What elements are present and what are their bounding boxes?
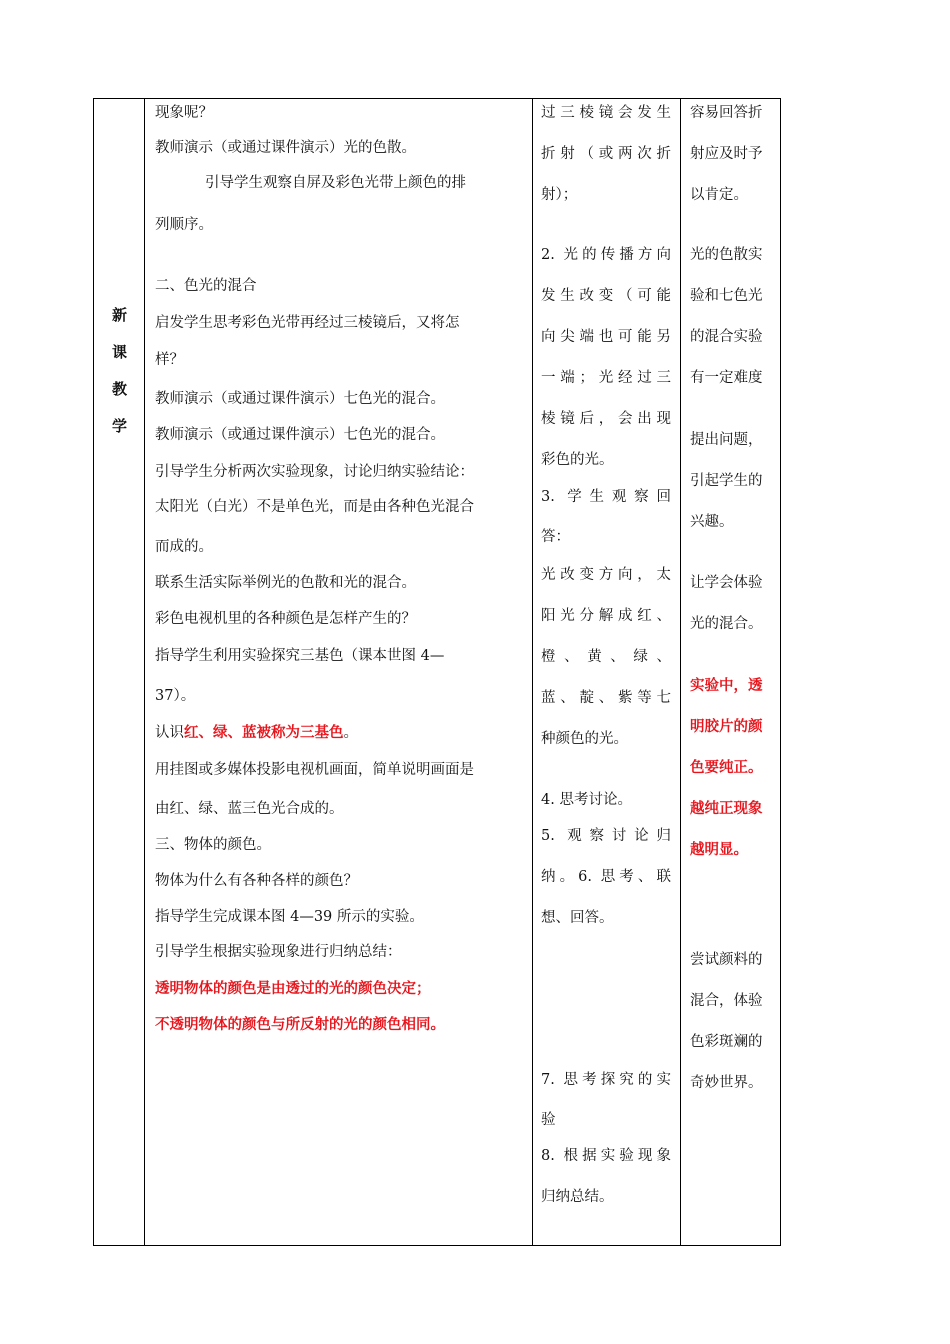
intent-line: 验和七色光 [690,288,763,304]
student-line: 7. 思考探究的实 [541,1072,671,1088]
section-label-char: 新 [111,306,127,324]
teacher-line: 联系生活实际举例光的色散和光的混合。 [155,575,416,591]
intent-line: 色彩斑斓的 [690,1034,763,1050]
intent-note-highlight: 越明显。 [690,841,748,858]
student-line: 2. 光的传播方向 [541,247,671,263]
teacher-line: 教师演示（或通过课件演示）七色光的混合。 [155,391,445,407]
intent-line: 容易回答折 [690,105,763,121]
highlight-text: 红、绿、蓝被称为三基色 [184,724,344,741]
teacher-line: 引导学生根据实验现象进行归纳总结： [155,944,402,960]
text: 认识 [155,725,184,741]
student-line: 光改变方向，太 [541,567,671,583]
teacher-line: 引导学生分析两次实验现象，讨论归纳实验结论： [155,464,474,480]
student-line: 一端；光经过三 [541,370,671,386]
teacher-line: 教师演示（或通过课件演示）光的色散。 [155,140,416,156]
student-line: 4. 思考讨论。 [541,792,632,808]
intent-line: 尝试颜料的 [690,952,763,968]
intent-note-highlight: 明胶片的颜 [690,718,763,735]
teacher-line: 太阳光（白光）不是单色光，而是由各种色光混合 [155,499,474,515]
student-line: 彩色的光。 [541,452,614,468]
intent-note-highlight: 实验中，透 [690,677,763,694]
teacher-line: 引导学生观察自屏及彩色光带上颜色的排 [205,175,466,191]
intent-line: 引起学生的 [690,473,763,489]
student-activity-column [533,99,681,1245]
student-line: 种颜色的光。 [541,731,628,747]
student-line: 发生改变（可能 [541,288,671,304]
teacher-line: 列顺序。 [155,217,213,233]
teacher-line: 而成的。 [155,539,213,555]
design-intent-column [681,99,782,1245]
intent-note-highlight: 色要纯正。 [690,759,763,776]
teacher-line: 由红、绿、蓝三色光合成的。 [155,801,344,817]
teacher-line: 指导学生利用实验探究三基色（课本世图 4— [155,648,445,664]
intent-line: 混合，体验 [690,993,763,1009]
student-line: 棱镜后，会出现 [541,411,671,427]
teacher-heading: 二、色光的混合 [155,278,257,294]
section-label [94,297,145,445]
teacher-line: 彩色电视机里的各种颜色是怎样产生的？ [155,611,416,627]
intent-line: 以肯定。 [690,187,748,203]
teacher-line: 现象呢？ [155,105,213,121]
student-line: 折射（或两次折 [541,146,671,162]
conclusion-transparent: 透明物体的颜色是由透过的光的颜色决定； [155,980,431,997]
student-line: 蓝、靛、紫等七 [541,690,671,706]
intent-line: 让学会体验 [690,575,763,591]
section-label-char: 教 [111,380,127,398]
intent-line: 射应及时予 [690,146,763,162]
student-line: 过三棱镜会发生 [541,105,671,121]
student-line: 归纳总结。 [541,1189,614,1205]
student-line: 8. 根据实验现象 [541,1148,671,1164]
section-label-char: 课 [111,343,127,361]
student-line: 验 [541,1112,556,1128]
section-column [94,99,145,1245]
intent-line: 兴趣。 [690,514,734,530]
student-line: 向尖端也可能另 [541,329,671,345]
teacher-line: 教师演示（或通过课件演示）七色光的混合。 [155,427,445,443]
intent-line: 奇妙世界。 [690,1075,763,1091]
teacher-activity-column [145,99,533,1245]
student-line: 3. 学生观察回 [541,489,671,505]
teacher-line-three-primaries [155,722,358,744]
teacher-heading: 三、物体的颜色。 [155,837,271,853]
intent-line: 光的色散实 [690,247,763,263]
teacher-line: 物体为什么有各种各样的颜色？ [155,873,358,889]
student-line: 纳。6. 思考、联 [541,869,671,885]
student-line: 答： [541,529,570,545]
text: 。 [343,725,358,741]
student-line: 阳光分解成红、 [541,608,671,624]
conclusion-opaque: 不透明物体的颜色与所反射的光的颜色相同。 [155,1016,445,1033]
intent-line: 有一定难度 [690,370,763,386]
teacher-line: 样？ [155,352,184,368]
lesson-plan-table [93,98,781,1246]
teacher-line: 37）。 [155,688,196,704]
intent-line: 光的混合。 [690,616,763,632]
student-line: 射）； [541,187,578,203]
student-line: 5. 观察讨论归 [541,828,671,844]
intent-line: 提出问题， [690,432,763,448]
intent-line: 的混合实验 [690,329,763,345]
student-line: 橙、黄、绿、 [541,649,671,665]
teacher-line: 用挂图或多媒体投影电视机画面，简单说明画面是 [155,762,474,778]
intent-note-highlight: 越纯正现象 [690,800,763,817]
teacher-line: 启发学生思考彩色光带再经过三棱镜后，又将怎 [155,315,460,331]
teacher-line: 指导学生完成课本图 4—39 所示的实验。 [155,909,424,925]
student-line: 想、回答。 [541,910,614,926]
section-label-char: 学 [111,417,127,435]
